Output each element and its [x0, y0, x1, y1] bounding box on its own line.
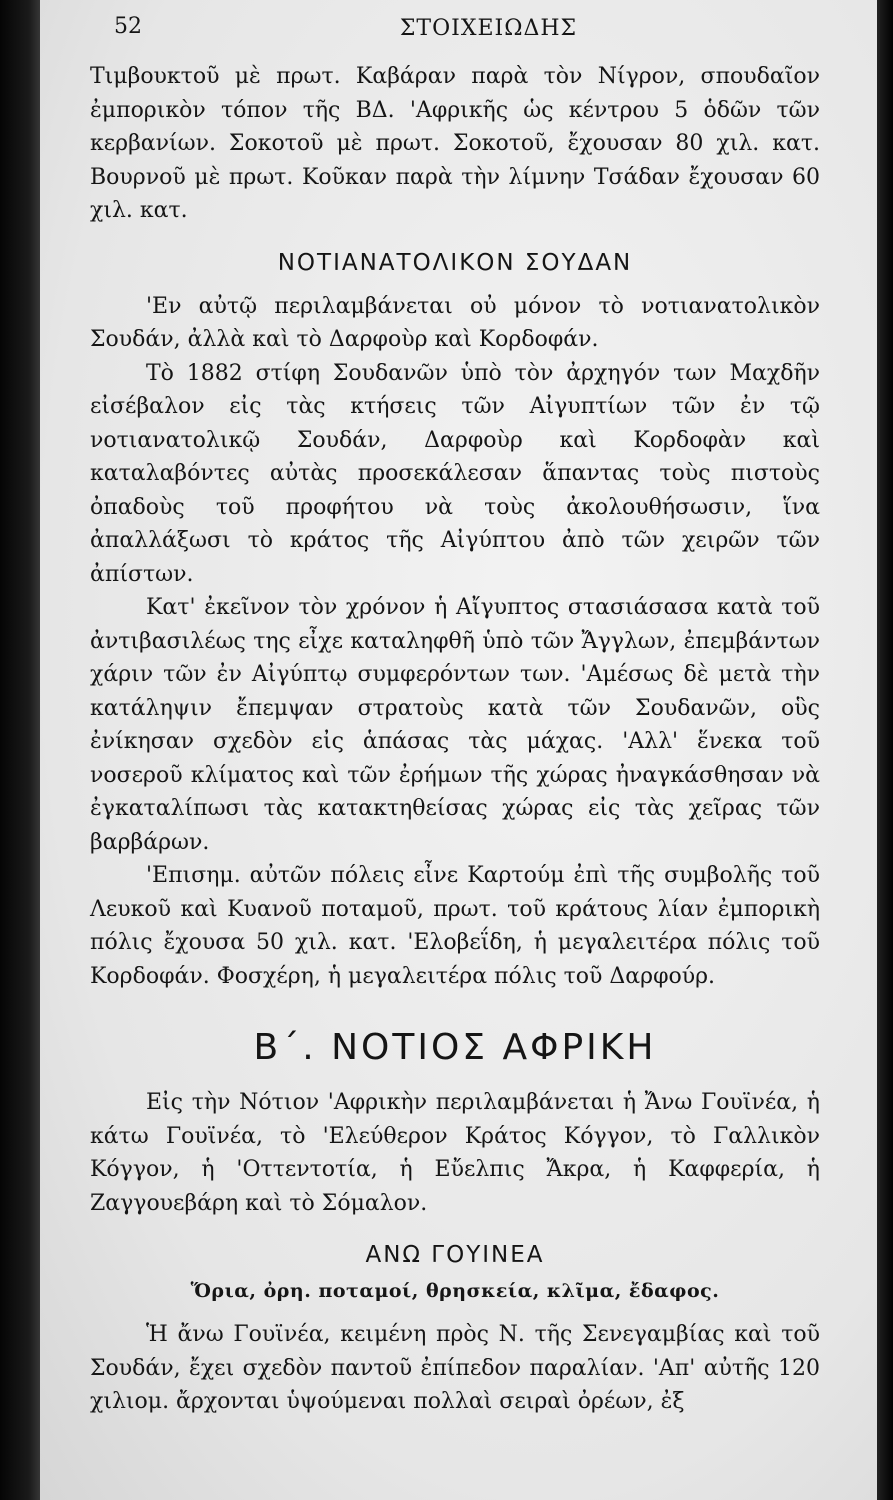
- chapter-heading-south-africa: Β΄. ΝΟΤΙΟΣ ΑΦΡΙΚΗ: [253, 1027, 657, 1068]
- section-heading-upper-guinea: ΑΝΩ ΓΟΥΙΝΕΑ: [365, 1242, 545, 1268]
- paragraph-cities-sudan: Τιμβουκτοῦ μὲ πρωτ. Καβάραν παρὰ τὸν Νίγρον, σπουδαῖον ἐμπορικὸν τόπον τῆς ΒΔ. 'Αφρικῆς ὡς κέντρου 5 ὁδῶν τῶν κερβανίων. Σοκοτοῦ μὲ πρωτ. Σοκοτοῦ, ἔχουσαν 80 χιλ. κατ. Βουρνοῦ μὲ πρωτ. Κοῦκαν παρὰ τὴν λίμνην Τσάδαν ἔχουσαν 60 χιλ. κατ.: [90, 64, 820, 223]
- paragraph-south-africa-regions: Εἰς τὴν Νότιον 'Αφρικὴν περιλαμβάνεται ἡ Ἄνω Γουϊνέα, ἡ κάτω Γουϊνέα, τὸ 'Ελεύθερον Κράτος Κόγγον, τὸ Γαλλικὸν Κόγγον, ἡ 'Οττεντοτία, ἡ Εὔελπις Ἄκρα, ἡ Καφφερία, ἡ Ζαγγουεβάρη καὶ τὸ Σόμαλον.: [90, 1090, 820, 1216]
- paragraph-main-cities: 'Επισημ. αὐτῶν πόλεις εἶνε Καρτούμ ἐπὶ τῆς συμβολῆς τοῦ Λευκοῦ καὶ Κυανοῦ ποταμοῦ, πρωτ. τοῦ κράτους λίαν ἐμπορικὴ πόλις ἔχουσα 50 χιλ. κατ. 'Ελοβεΐδη, ἡ μεγαλειτέρα πόλις τοῦ Κορδοφάν. Φοσχέρη, ἡ μεγαλειτέρα πόλις τοῦ Δαρφούρ.: [90, 863, 820, 989]
- paragraph-sudan-extent: 'Εν αὐτῷ περιλαμβάνεται οὐ μόνον τὸ νοτιανατολικὸν Σουδάν, ἀλλὰ καὶ τὸ Δαρφοὺρ καὶ Κορδοφάν.: [90, 293, 820, 352]
- paragraph-upper-guinea: Ἡ ἄνω Γουϊνέα, κειμένη πρὸς Ν. τῆς Σενεγαμβίας καὶ τοῦ Σουδάν, ἔχει σχεδὸν παντοῦ ἐπίπεδον παραλίαν. 'Απ' αὐτῆς 120 χιλιομ. ἄρχονται ὑψούμεναι πολλαὶ σειραὶ ὀρέων, ἐξ: [90, 1322, 820, 1414]
- running-head: ΣΤΟΙΧΕΙΩΔΗΣ: [399, 16, 578, 41]
- paragraph-mahdi-1882: Τὸ 1882 στίφη Σουδανῶν ὑπὸ τὸν ἀρχηγόν των Μαχδῆν εἰσέβαλον εἰς τὰς κτήσεις τῶν Αἰγυπτίων τῶν ἐν τῷ νοτιανατολικῷ Σουδάν, Δαρφοὺρ καὶ Κορδοφὰν καὶ καταλαβόντες αὐτὰς προσεκάλεσαν ἅπαντας τοὺς πιστοὺς ὀπαδοὺς τοῦ προφήτου νὰ τοὺς ἀκολουθήσωσιν, ἵνα ἀπαλλάξωσι τὸ κράτος τῆς Αἰγύπτου ἀπὸ τῶν χειρῶν τῶν ἀπίστων.: [90, 360, 820, 587]
- page-header: [40, 14, 877, 44]
- section-heading-southeast-sudan: ΝΟΤΙΑΝΑΤΟΛΙΚΟΝ ΣΟΥΔΑΝ: [277, 249, 633, 276]
- book-page: [40, 0, 877, 1500]
- scan-right-edge: [877, 0, 893, 1500]
- topics-line: Ὅρια, ὀρη. ποταμοί, θρησκεία, κλῖμα, ἔδαφος.: [190, 1280, 720, 1302]
- page-body: [90, 60, 820, 1419]
- page-number: 52: [114, 14, 142, 39]
- paragraph-english-occupation: Κατ' ἐκεῖνον τὸν χρόνον ἡ Αἴγυπτος στασιάσασα κατὰ τοῦ ἀντιβασιλέως της εἶχε καταληφθῆ ὑπὸ τῶν Ἄγγλων, ἐπεμβάντων χάριν τῶν ἐν Αἰγύπτῳ συμφερόντων των. 'Αμέσως δὲ μετὰ τὴν κατάληψιν ἔπεμψαν στρατοὺς κατὰ τῶν Σουδανῶν, οὓς ἐνίκησαν σχεδὸν εἰς ἁπάσας τὰς μάχας. 'Αλλ' ἕνεκα τοῦ νοσεροῦ κλίματος καὶ τῶν ἐρήμων τῆς χώρας ἠναγκάσθησαν νὰ ἐγκαταλίπωσι τὰς κατακτηθείσας χώρας εἰς τὰς χεῖρας τῶν βαρβάρων.: [90, 595, 820, 855]
